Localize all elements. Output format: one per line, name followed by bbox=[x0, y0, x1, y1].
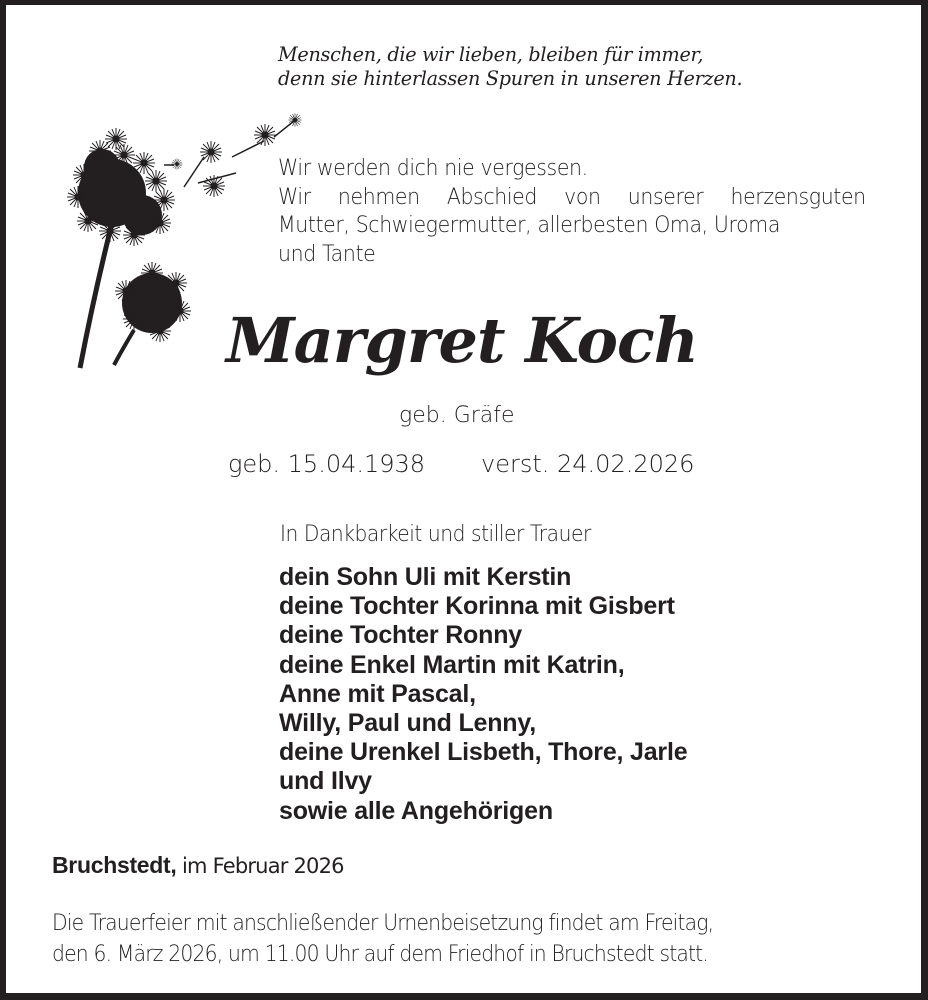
birth-date: geb. 15.04.1938 bbox=[228, 450, 426, 478]
motto-line: denn sie hinterlassen Spuren in unseren Herzen. bbox=[278, 66, 743, 90]
farewell-line: und Tante bbox=[278, 241, 376, 267]
mourners-list bbox=[279, 563, 687, 826]
mourner-line: sowie alle Angehörigen bbox=[279, 796, 553, 825]
farewell-line: Wir nehmen Abschied von unserer herzensguten bbox=[278, 184, 866, 210]
mourner-line: deine Enkel Martin mit Katrin, bbox=[279, 650, 625, 679]
death-date: verst. 24.02.2026 bbox=[481, 450, 695, 478]
farewell-line: Wir werden dich nie vergessen. bbox=[278, 156, 588, 181]
funeral-notice-line: Die Trauerfeier mit anschließender Urnenbeisetzung findet am Freitag, bbox=[52, 911, 714, 936]
mourner-line: deine Tochter Ronny bbox=[279, 621, 522, 650]
mourner-line: und Ilvy bbox=[279, 767, 372, 796]
mourner-line: Anne mit Pascal, bbox=[279, 679, 476, 708]
mourner-line: dein Sohn Uli mit Kerstin bbox=[279, 563, 572, 591]
funeral-notice-line: den 6. März 2026, um 11.00 Uhr auf dem Friedhof in Bruchstedt statt. bbox=[52, 942, 708, 967]
funeral-notice bbox=[52, 908, 713, 970]
place-and-date bbox=[52, 850, 344, 881]
obituary-notice bbox=[6, 5, 921, 993]
motto-quote bbox=[278, 42, 742, 90]
farewell-line: Mutter, Schwiegermutter, allerbesten Oma, Uroma bbox=[278, 213, 780, 238]
farewell-text bbox=[278, 155, 866, 269]
motto-line: Menschen, die wir lieben, bleiben für immer, bbox=[278, 42, 704, 66]
place-name: Bruchstedt, bbox=[52, 852, 177, 878]
mourner-line: Willy, Paul und Lenny, bbox=[279, 709, 536, 738]
mourners-intro: In Dankbarkeit und stiller Trauer bbox=[280, 522, 591, 547]
mourner-line: deine Tochter Korinna mit Gisbert bbox=[279, 592, 675, 621]
notice-date: im Februar 2026 bbox=[182, 854, 344, 878]
deceased-name: Margret Koch bbox=[226, 304, 698, 377]
maiden-name: geb. Gräfe bbox=[399, 403, 515, 428]
mourner-line: deine Urenkel Lisbeth, Thore, Jarle bbox=[279, 738, 688, 767]
